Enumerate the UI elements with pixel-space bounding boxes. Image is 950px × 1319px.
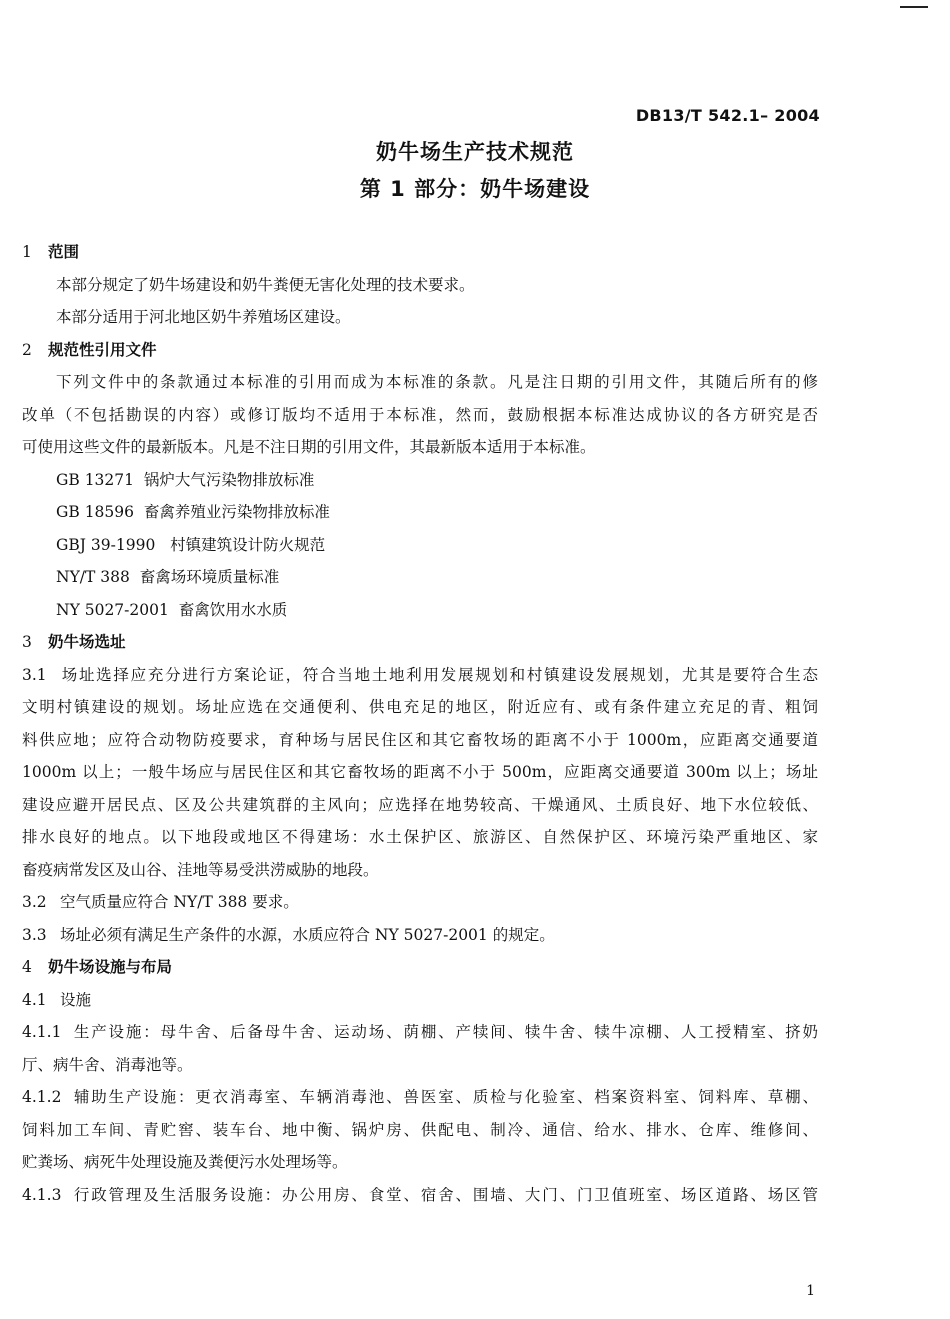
section-title: 奶牛场设施与布局: [48, 958, 173, 976]
reference-item: GBJ 39-1990 村镇建筑设计防火规范: [56, 535, 326, 554]
paragraph-line: 文明村镇建设的规划。场址应选在交通便利、供电充足的地区，附近应有、或有条件建立充足的青、粗饲: [22, 698, 818, 716]
clause-4-1-3-line: [22, 1179, 818, 1212]
section-number: 2: [22, 340, 32, 359]
clause-number: 3.2: [22, 893, 47, 911]
section-number: 3: [22, 633, 32, 651]
clause-text: 辅助生产设施：更衣消毒室、车辆消毒池、兽医室、质检与化验室、档案资料室、饲料库、草棚、: [72, 1088, 818, 1106]
clause-4-1-1-line: [22, 1016, 818, 1049]
paragraph-line: 畜疫病常发区及山谷、洼地等易受洪涝威胁的地段。: [22, 860, 379, 879]
title-block: [0, 136, 950, 203]
main-title: 奶牛场生产技术规范: [376, 140, 574, 164]
clause-text: 场址选择应充分进行方案论证，符合当地土地利用发展规划和村镇建设发展规划，尤其是要符合生态: [60, 665, 818, 684]
clause-text: 设施: [60, 990, 92, 1009]
section-title: 规范性引用文件: [48, 340, 157, 359]
section-heading-2: [22, 334, 818, 367]
clause-3-1-line: [22, 659, 818, 692]
paragraph-line: 1000m 以上；一般牛场应与居民住区和其它畜牧场的距离不小于 500m，应距离交通要道 300m 以上；场址: [22, 763, 818, 781]
clause-number: 4.1: [22, 990, 47, 1009]
clause-text: 行政管理及生活服务设施：办公用房、食堂、宿舍、围墙、大门、门卫值班室、场区道路、场区管: [72, 1185, 818, 1204]
paragraph: 本部分适用于河北地区奶牛养殖场区建设。: [56, 308, 351, 326]
document-body: [22, 236, 818, 1211]
reference-item: GB 18596 畜禽养殖业污染物排放标准: [56, 503, 330, 521]
clause-number: 4.1.2: [22, 1088, 62, 1106]
paragraph-line: 可使用这些文件的最新版本。凡是不注日期的引用文件，其最新版本适用于本标准。: [22, 438, 596, 456]
clause-number: 3.3: [22, 925, 47, 944]
section-title: 范围: [48, 243, 80, 261]
clause-text: 场址必须有满足生产条件的水源，水质应符合 NY 5027-2001 的规定。: [60, 925, 555, 944]
clause-number: 4.1.1: [22, 1023, 62, 1041]
clause-text: 生产设施：母牛舍、后备母牛舍、运动场、荫棚、产犊间、犊牛舍、犊牛凉棚、人工授精室、挤奶: [72, 1023, 818, 1041]
clause-number: 4.1.3: [22, 1185, 62, 1204]
document-code: DB13/T 542.1– 2004: [635, 106, 820, 125]
section-heading-4: [22, 951, 818, 984]
paragraph: 本部分规定了奶牛场建设和奶牛粪便无害化处理的技术要求。: [56, 275, 475, 294]
clause-3-3: [22, 919, 818, 952]
reference-item: NY 5027-2001 畜禽饮用水水质: [56, 600, 288, 619]
paragraph-line: 建设应避开居民点、区及公共建筑群的主风向；应选择在地势较高、干燥通风、土质良好、地下水位较低、: [22, 795, 818, 814]
reference-item: NY/T 388 畜禽场环境质量标准: [56, 568, 280, 586]
sub-title: 第 1 部分：奶牛场建设: [359, 177, 591, 201]
clause-text: 空气质量应符合 NY/T 388 要求。: [60, 893, 299, 911]
clause-number: 3.1: [22, 665, 47, 684]
paragraph-line: 贮粪场、病死牛处理设施及粪便污水处理场等。: [22, 1153, 348, 1171]
paragraph-line: 厅、病牛舍、消毒池等。: [22, 1055, 193, 1074]
clause-4-1-2-line: [22, 1081, 818, 1114]
corner-mark: [900, 6, 928, 8]
section-title: 奶牛场选址: [48, 633, 126, 651]
paragraph-line: 排水良好的地点。以下地段或地区不得建场：水土保护区、旅游区、自然保护区、环境污染严重地区、家: [22, 828, 818, 846]
clause-3-2: [22, 886, 818, 919]
clause-4-1: [22, 984, 818, 1017]
reference-item: GB 13271 锅炉大气污染物排放标准: [56, 470, 315, 489]
paragraph-line: 料供应地；应符合动物防疫要求，育种场与居民住区和其它畜牧场的距离不小于 1000m，应距离交通要道: [22, 730, 818, 749]
section-heading-1: [22, 236, 818, 269]
page-number: 1: [806, 1283, 815, 1299]
paragraph-line: 饲料加工车间、青贮窖、装车台、地中衡、锅炉房、供配电、制冷、通信、给水、排水、仓库、维修间、: [22, 1120, 818, 1139]
section-number: 1: [22, 243, 32, 261]
paragraph-line: 下列文件中的条款通过本标准的引用而成为本标准的条款。凡是注日期的引用文件，其随后所有的修: [56, 373, 818, 391]
paragraph-line: 改单（不包括勘误的内容）或修订版均不适用于本标准，然而，鼓励根据本标准达成协议的各方研究是否: [22, 405, 818, 424]
section-number: 4: [22, 958, 32, 976]
section-heading-3: [22, 626, 818, 659]
